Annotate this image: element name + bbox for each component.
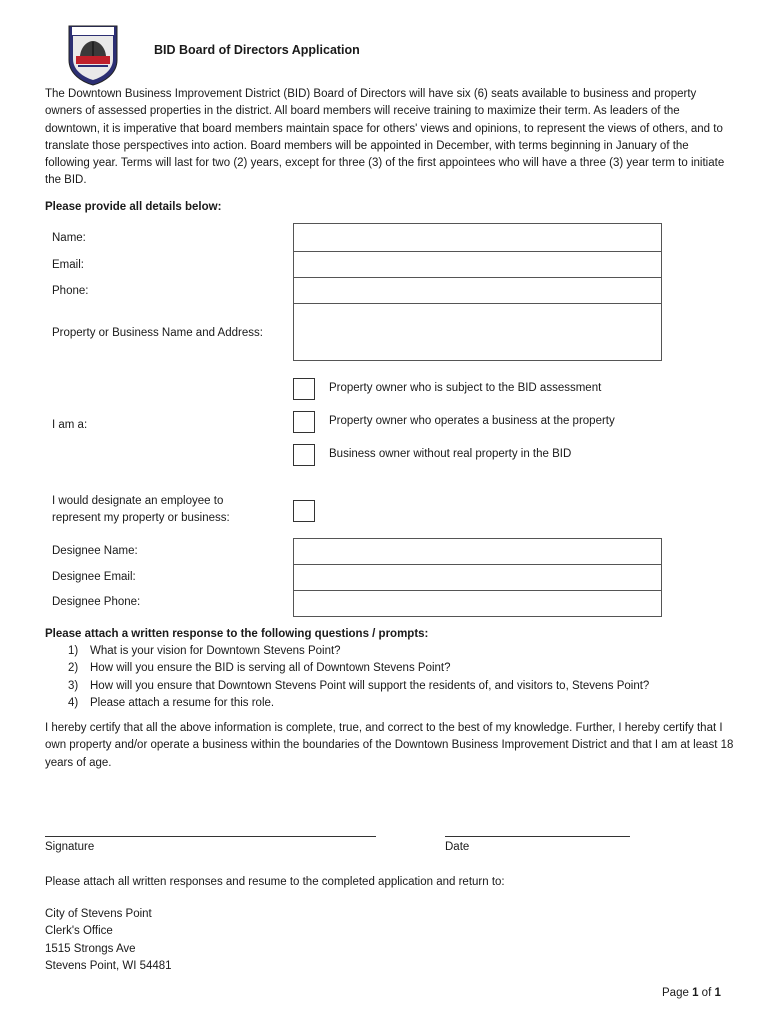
checkbox-property-owner-assessed[interactable] bbox=[293, 378, 315, 400]
stevens-point-logo bbox=[66, 22, 120, 86]
list-item-number: 2) bbox=[68, 662, 79, 675]
page-total: 1 bbox=[714, 987, 721, 999]
address-line: Stevens Point, WI 54481 bbox=[45, 959, 172, 972]
intro-paragraph: The Downtown Business Improvement District (BID) Board of Directors will have six (6) seats available to business and property owners of assessed properties in the district. All board members will receive training to maximize their term. As leaders of the downtown, it is imperative that board members maintain space for others' views and opinions, to represent the views of others, and to translate those perspectives into action. Board members will be appointed in December, with terms beginning in January of the following year. Terms will last for two (2) years, except for three (3) of the first appointees who will have a three (3) year term to initiate the BID. bbox=[45, 88, 725, 187]
of-word: of bbox=[701, 987, 712, 999]
prompts-list bbox=[45, 643, 649, 712]
list-item-number: 3) bbox=[68, 679, 79, 692]
designee-phone-label: Designee Phone: bbox=[52, 596, 141, 608]
checkbox-designate-employee[interactable] bbox=[293, 500, 315, 522]
checkbox-property-owner-business[interactable] bbox=[293, 411, 315, 433]
designee-phone-field[interactable] bbox=[293, 590, 662, 617]
signature-line bbox=[45, 836, 376, 837]
phone-label: Phone: bbox=[52, 285, 89, 297]
certification-paragraph: I hereby certify that all the above information is complete, true, and correct to the best of my knowledge. Further, I hereby certify that I own property and/or operate a business within the boundaries of the Downtown Business Improvement District and that I am at least 18 years of age. bbox=[45, 722, 734, 769]
name-label: Name: bbox=[52, 232, 86, 244]
list-item bbox=[45, 695, 649, 712]
list-item bbox=[45, 643, 649, 660]
option-property-owner-assessed: Property owner who is subject to the BID assessment bbox=[329, 382, 602, 394]
details-heading: Please provide all details below: bbox=[45, 201, 222, 213]
list-item bbox=[45, 660, 649, 677]
date-label: Date bbox=[445, 841, 470, 853]
designee-name-field[interactable] bbox=[293, 538, 662, 565]
designee-email-field[interactable] bbox=[293, 564, 662, 591]
page-title: BID Board of Directors Application bbox=[154, 43, 360, 57]
email-field[interactable] bbox=[293, 251, 662, 278]
return-note: Please attach all written responses and resume to the completed application and return to: bbox=[45, 876, 505, 888]
phone-field[interactable] bbox=[293, 277, 662, 304]
address-line: Clerk's Office bbox=[45, 925, 113, 938]
list-item-number: 4) bbox=[68, 696, 79, 709]
list-item-text: How will you ensure that Downtown Stevens Point will support the residents of, and visitors to, Stevens Point? bbox=[90, 679, 650, 692]
address-line: 1515 Strongs Ave bbox=[45, 942, 136, 955]
signature-label: Signature bbox=[45, 841, 95, 853]
list-item-text: What is your vision for Downtown Stevens Point? bbox=[90, 645, 341, 657]
designee-email-label: Designee Email: bbox=[52, 571, 136, 583]
page-word: Page bbox=[662, 987, 689, 999]
date-line bbox=[445, 836, 630, 837]
page-number bbox=[662, 985, 721, 1002]
prompts-heading: Please attach a written response to the following questions / prompts: bbox=[45, 628, 429, 640]
mailing-address bbox=[45, 906, 172, 975]
address-field[interactable] bbox=[293, 303, 662, 361]
designee-name-label: Designee Name: bbox=[52, 545, 138, 557]
address-line: City of Stevens Point bbox=[45, 908, 152, 920]
name-field[interactable] bbox=[293, 223, 662, 252]
list-item-text: Please attach a resume for this role. bbox=[90, 696, 275, 709]
checkbox-business-owner-no-property[interactable] bbox=[293, 444, 315, 466]
email-label: Email: bbox=[52, 259, 84, 271]
list-item bbox=[45, 678, 649, 695]
list-item-number: 1) bbox=[68, 645, 79, 657]
option-business-owner-no-property: Business owner without real property in the BID bbox=[329, 448, 572, 460]
page-current: 1 bbox=[692, 987, 699, 999]
designate-label: I would designate an employee to represent my property or business: bbox=[52, 495, 230, 525]
option-property-owner-business: Property owner who operates a business at the property bbox=[329, 415, 615, 427]
list-item-text: How will you ensure the BID is serving all of Downtown Stevens Point? bbox=[90, 662, 451, 675]
address-label: Property or Business Name and Address: bbox=[52, 327, 263, 339]
iam-label: I am a: bbox=[52, 419, 88, 431]
